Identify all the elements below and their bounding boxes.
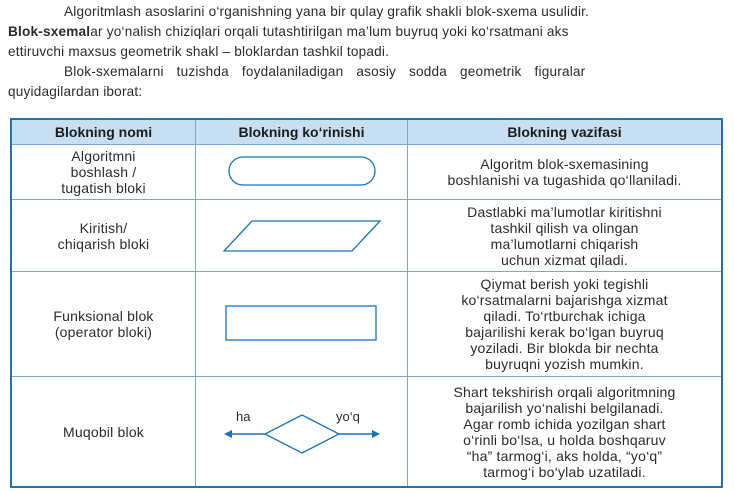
block-name-cell	[12, 377, 196, 486]
block-purpose-cell	[408, 272, 721, 376]
term-bold: Blok-sxemal	[8, 24, 91, 39]
table-header-row	[12, 120, 721, 145]
desc-line: Qiymat berish yoki tegishli	[480, 276, 649, 292]
name-line: boshlash /	[70, 164, 137, 180]
decision-diamond-shape	[222, 407, 382, 457]
desc-line: qiladi. To‘rtburchak ichiga	[483, 308, 646, 324]
desc-line: boshlanishi va tugashida qo‘llaniladi.	[447, 172, 682, 188]
name-line: Muqobil blok	[63, 423, 144, 440]
intro-line: quyidagilardan iborat:	[8, 84, 143, 99]
name-line: Algoritmni	[71, 148, 136, 164]
name-line: tugatish bloki	[61, 180, 146, 196]
arrow-right-icon	[372, 430, 380, 438]
arrow-left-icon	[224, 430, 232, 438]
block-name-cell	[12, 200, 196, 271]
terminator-shape	[227, 154, 377, 190]
desc-line: bajarilish yo‘nalishi belgilanadi.	[465, 399, 664, 416]
intro-line	[8, 22, 728, 42]
desc-line: Dastlabki ma’lumotlar kiritishni	[467, 203, 662, 220]
diamond-icon	[265, 415, 339, 453]
name-line: Funksional blok	[53, 308, 154, 324]
desc-line: buyruqni yozish mumkin.	[485, 356, 644, 372]
intro-line: Algoritmlash asoslarini o‘rganishning yana bir qulay grafik shakli blok-sxema usulidir.	[64, 4, 590, 19]
intro-line: ettiruvchi maxsus geometrik shakl – bloklardan tashkil topadi.	[8, 44, 390, 59]
block-shape-cell	[196, 377, 408, 486]
desc-line: Shart tekshirish orqali algoritmning	[453, 383, 676, 400]
block-purpose-cell	[408, 377, 721, 486]
table-row	[12, 145, 721, 200]
block-name-cell	[12, 272, 196, 376]
block-shape-cell	[196, 200, 408, 271]
table-row	[12, 377, 721, 486]
table-row	[12, 272, 721, 377]
header-purpose: Blokning vazifasi	[507, 124, 622, 140]
table-row	[12, 200, 721, 272]
desc-line: ko‘rsatmalarni bajarishga xizmat	[461, 292, 668, 308]
block-purpose-cell	[408, 200, 721, 271]
desc-line: tashkil qilish va olingan	[490, 219, 639, 236]
name-line: chiqarish bloki	[57, 235, 150, 252]
parallelogram-shape	[222, 219, 382, 253]
block-shape-cell	[196, 145, 408, 199]
yes-branch-label: ha	[235, 408, 250, 424]
desc-line: Algoritm blok-sxemasining	[480, 156, 649, 172]
name-line: Kiritish/	[79, 219, 128, 236]
blocks-table	[10, 118, 723, 488]
name-line: (operator bloki)	[54, 324, 153, 340]
intro-line-rest: ar yo‘nalish chiziqlari orqali tutashtirilgan ma’lum buyruq yoki ko‘rsatmani aks	[90, 24, 569, 39]
block-shape-cell	[196, 272, 408, 376]
header-name: Blokning nomi	[12, 120, 196, 144]
desc-line: Agar romb ichida yozilgan shart	[463, 415, 666, 432]
desc-line: yoziladi. Bir blokda bir nechta	[470, 340, 659, 356]
intro-line: Blok-sxemalarni tuzishda foydalaniladigan asosiy sodda geometrik figuralar	[64, 64, 586, 79]
no-branch-label: yo‘q	[335, 408, 360, 424]
desc-line: ma’lumotlarni chiqarish	[490, 235, 639, 252]
intro-text	[8, 2, 728, 102]
desc-line: bajarilishi kerak bo‘lgan buyruq	[465, 324, 664, 340]
rectangle-shape	[224, 304, 379, 344]
desc-line: tarmog‘i bo‘ylab uzatiladi.	[483, 463, 646, 480]
desc-line: uchun xizmat qiladi.	[501, 251, 628, 268]
desc-line: o‘rinli bo‘lsa, u holda boshqaruv	[463, 431, 666, 448]
header-shape: Blokning ko‘rinishi	[196, 120, 408, 144]
desc-line: “ha” tarmog‘i, aks holda, “yo‘q”	[466, 447, 663, 464]
block-name-cell	[12, 145, 196, 199]
block-purpose-cell	[408, 145, 721, 199]
